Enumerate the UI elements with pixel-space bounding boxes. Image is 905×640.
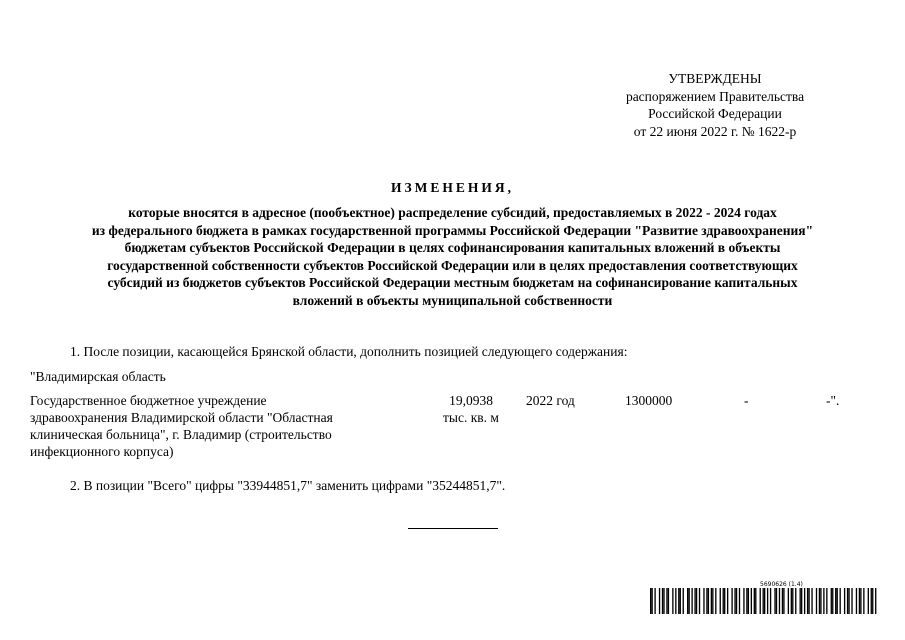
- barcode-bar: [755, 588, 756, 614]
- barcode-bar: [650, 588, 651, 614]
- barcode-bar: [736, 588, 737, 614]
- barcode-bar: [840, 588, 841, 614]
- object-year: 2022 год: [526, 393, 575, 408]
- barcode-bar: [819, 588, 820, 614]
- item-1-text: 1. После позиции, касающейся Брянской области, дополнить позицией следующего содержания:: [70, 344, 628, 359]
- approval-line-3: от 22 июня 2022 г. № 1622-р: [633, 123, 797, 139]
- barcode-bar: [811, 588, 812, 614]
- barcode-bar: [734, 588, 735, 614]
- barcode-bar: [795, 588, 796, 614]
- barcode-bar: [748, 588, 749, 614]
- barcode-bar: [851, 588, 852, 614]
- barcode-bar: [694, 588, 695, 614]
- barcode-bar: [856, 588, 857, 614]
- barcode-bar: [770, 588, 771, 614]
- barcode-bar: [792, 588, 793, 614]
- barcode-bar: [804, 588, 805, 614]
- approval-line-1: распоряжением Правительства: [625, 88, 805, 104]
- barcode-bar: [791, 588, 792, 614]
- barcode-bar: [823, 588, 824, 614]
- barcode-bar: [743, 588, 744, 614]
- barcode-bar: [783, 588, 784, 614]
- barcode-bar: [847, 588, 848, 614]
- barcode-bar: [774, 588, 775, 614]
- subtitle-line: вложений в объекты муниципальной собственности: [292, 292, 613, 308]
- barcode-bar: [754, 588, 755, 614]
- barcode-bar: [832, 588, 833, 614]
- barcode-bar: [711, 588, 712, 614]
- barcode-bar: [680, 588, 681, 614]
- barcode-bar: [788, 588, 789, 614]
- object-capacity: [426, 392, 516, 426]
- barcode-bar: [678, 588, 679, 614]
- barcode-bar: [699, 588, 700, 614]
- barcode-bar: [723, 588, 724, 614]
- barcode-bar: [687, 588, 688, 614]
- barcode-bar: [816, 588, 817, 614]
- object-amount: 1300000: [625, 393, 673, 408]
- barcode-bar: [662, 588, 663, 614]
- barcode-bar: [760, 588, 761, 614]
- object-dash: -: [744, 393, 749, 408]
- object-description-line: здравоохранения Владимирской области "Областная: [30, 410, 333, 425]
- barcode-bar: [672, 588, 673, 614]
- barcode-bar: [675, 588, 676, 614]
- barcode-bar: [779, 588, 780, 614]
- barcode-bar: [727, 588, 728, 614]
- barcode-bar: [654, 588, 655, 614]
- barcode-bar: [808, 588, 809, 614]
- barcode-bar: [831, 588, 832, 614]
- barcode-bar: [666, 588, 667, 614]
- barcode-bar: [696, 588, 697, 614]
- subtitle-line: субсидий из бюджетов субъектов Российской Федерации местным бюджетам на софинансирование капитальных: [107, 275, 798, 290]
- subtitle-line: бюджетам субъектов Российской Федерации в целях софинансирования капитальных вложений в объекты: [124, 240, 781, 255]
- subtitle-line: государственной собственности субъектов Российской Федерации или в целях предоставления соответствующих: [107, 257, 798, 273]
- barcode-number: 5690626 (1.4): [760, 581, 803, 588]
- barcode: [650, 588, 878, 614]
- barcode-bar: [807, 588, 808, 614]
- object-description-line: Государственное бюджетное учреждение: [30, 393, 267, 408]
- approval-block: [560, 70, 870, 140]
- barcode-bar: [776, 588, 777, 614]
- barcode-bar: [731, 588, 732, 614]
- barcode-bar: [764, 588, 765, 614]
- object-description-line: инфекционного корпуса): [30, 444, 174, 459]
- barcode-bar: [720, 588, 721, 614]
- region-name: "Владимирская область: [30, 369, 166, 384]
- barcode-bar: [782, 588, 783, 614]
- barcode-bar: [859, 588, 860, 614]
- barcode-bar: [868, 588, 869, 614]
- barcode-bar: [801, 588, 802, 614]
- barcode-bar: [712, 588, 713, 614]
- barcode-bar: [668, 588, 669, 614]
- approval-heading: УТВЕРЖДЕНЫ: [668, 71, 762, 86]
- barcode-bar: [767, 588, 768, 614]
- barcode-bar: [746, 588, 747, 614]
- barcode-bar: [708, 588, 709, 614]
- capacity-unit: тыс. кв. м: [443, 410, 499, 425]
- barcode-bar: [844, 588, 845, 614]
- barcode-bar: [739, 588, 740, 614]
- barcode-bar: [703, 588, 704, 614]
- barcode-bar: [751, 588, 752, 614]
- barcode-bar: [848, 588, 849, 614]
- barcode-bar: [871, 588, 872, 614]
- barcode-bar: [724, 588, 725, 614]
- barcode-bar: [872, 588, 873, 614]
- barcode-bar: [860, 588, 861, 614]
- document-subtitle: [30, 204, 875, 309]
- barcode-bar: [715, 588, 716, 614]
- barcode-bar: [688, 588, 689, 614]
- barcode-bar: [706, 588, 707, 614]
- object-description: [30, 392, 333, 460]
- object-description-line: клиническая больница", г. Владимир (строительство: [30, 427, 332, 442]
- barcode-bar: [659, 588, 660, 614]
- subtitle-line: из федерального бюджета в рамках государственной программы Российской Федерации "Развитие здравоохранения": [91, 222, 814, 238]
- separator-line: [408, 528, 498, 529]
- approval-line-2: Российской Федерации: [648, 106, 782, 121]
- barcode-bar: [763, 588, 764, 614]
- capacity-value: 19,0938: [449, 393, 493, 408]
- object-dash-closing: -".: [826, 393, 840, 408]
- barcode-bar: [683, 588, 684, 614]
- document-title: ИЗМЕНЕНИЯ,: [390, 180, 514, 195]
- barcode-bar: [835, 588, 836, 614]
- barcode-bar: [820, 588, 821, 614]
- item-2-text: 2. В позиции "Всего" цифры "33944851,7" заменить цифрами "35244851,7".: [70, 478, 506, 493]
- barcode-bar: [691, 588, 692, 614]
- barcode-bar: [663, 588, 664, 614]
- barcode-bar: [800, 588, 801, 614]
- subtitle-line: которые вносятся в адресное (пообъектное) распределение субсидий, предоставляемых в 2022 - 2024 годах: [128, 205, 777, 220]
- barcode-bar: [837, 588, 838, 614]
- barcode-bar: [826, 588, 827, 614]
- barcode-bar: [875, 588, 876, 614]
- barcode-bar: [651, 588, 652, 614]
- barcode-bar: [863, 588, 864, 614]
